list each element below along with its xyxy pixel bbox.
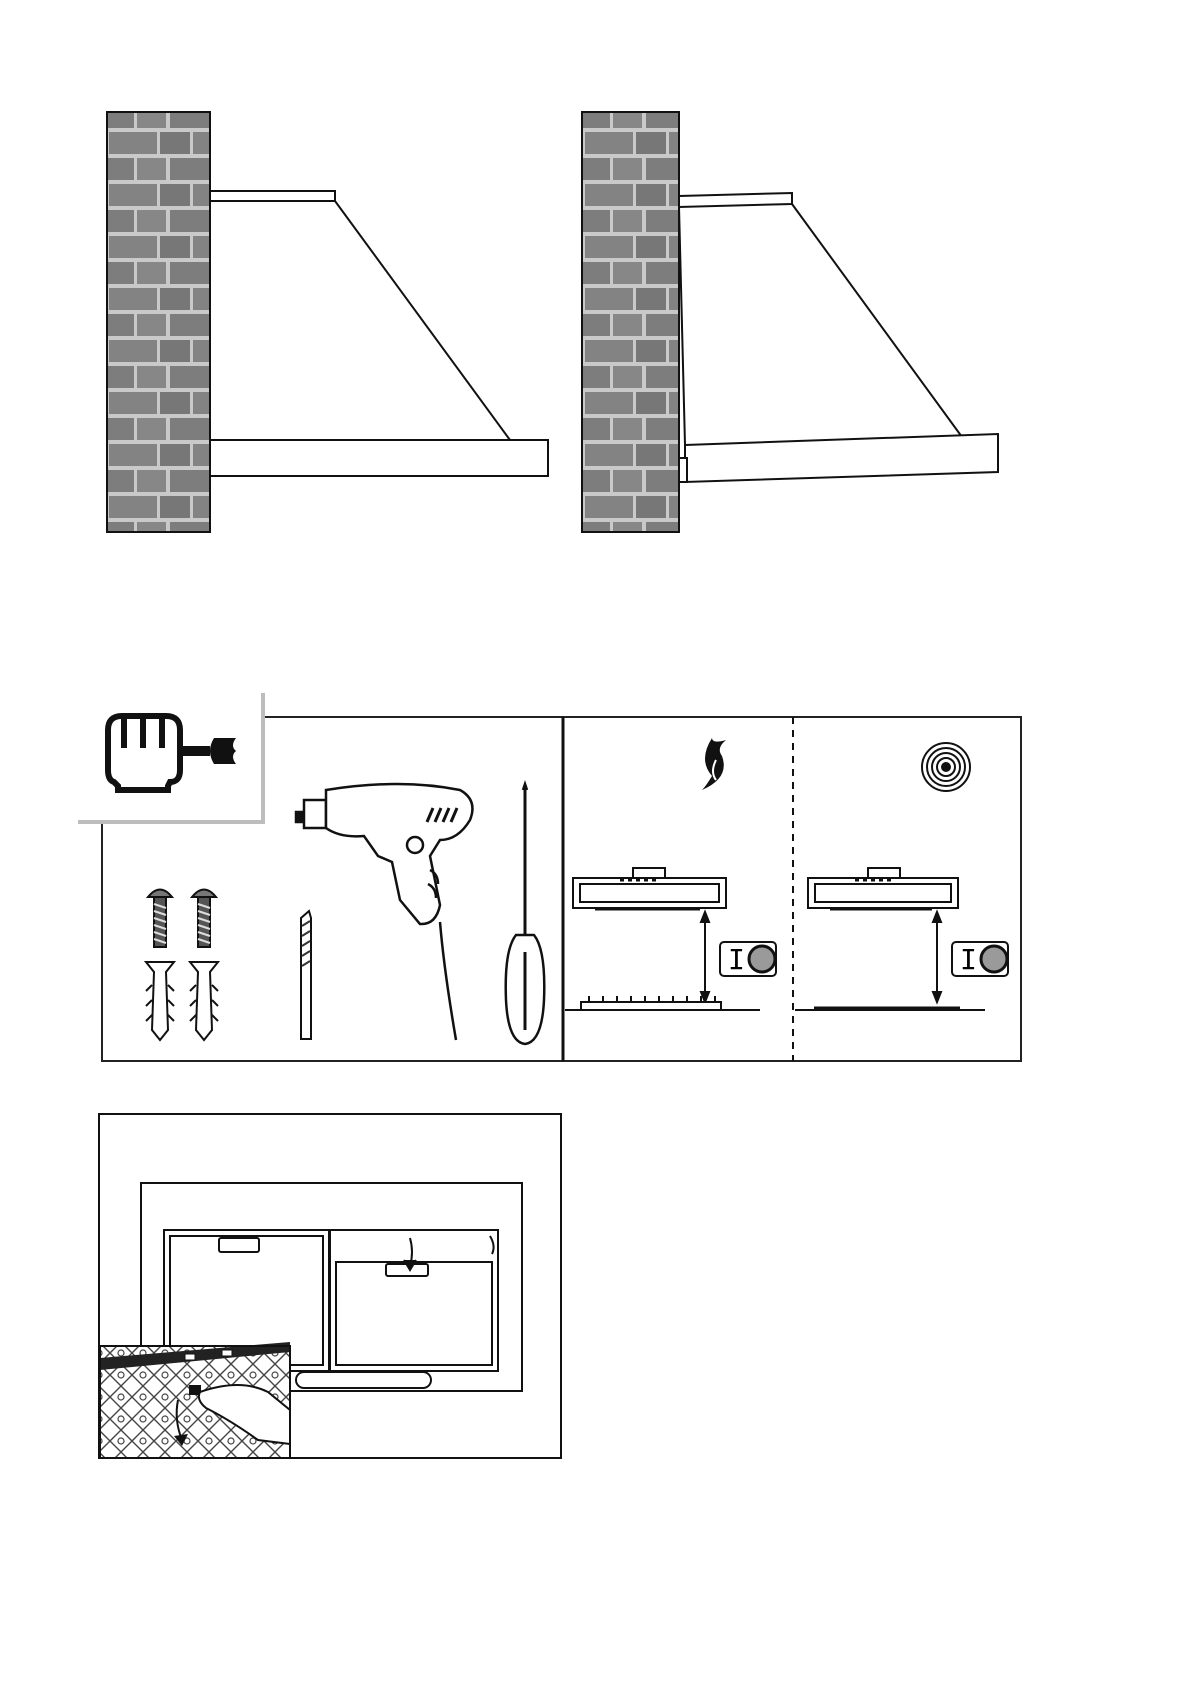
switch-label: I (960, 943, 977, 976)
power-switch-icon (952, 942, 1008, 976)
filter-removal-figure (0, 1100, 600, 1470)
drill-bit-icon (301, 911, 311, 1039)
hood-on-wall-tilted-figure (560, 0, 1010, 560)
power-switch-icon (720, 942, 776, 976)
range-hood (210, 191, 548, 476)
electric-hob (795, 1008, 985, 1010)
brick-wall (107, 112, 210, 532)
hood-on-wall-level-figure (0, 0, 595, 560)
hand-wrench-icon (78, 693, 263, 822)
brick-wall (582, 112, 679, 532)
range-hood-tilted (679, 193, 998, 482)
switch-label: I (728, 943, 745, 976)
hand-pressing-latch-icon (100, 1342, 290, 1458)
tools-and-clearance-figure (0, 680, 1190, 1080)
